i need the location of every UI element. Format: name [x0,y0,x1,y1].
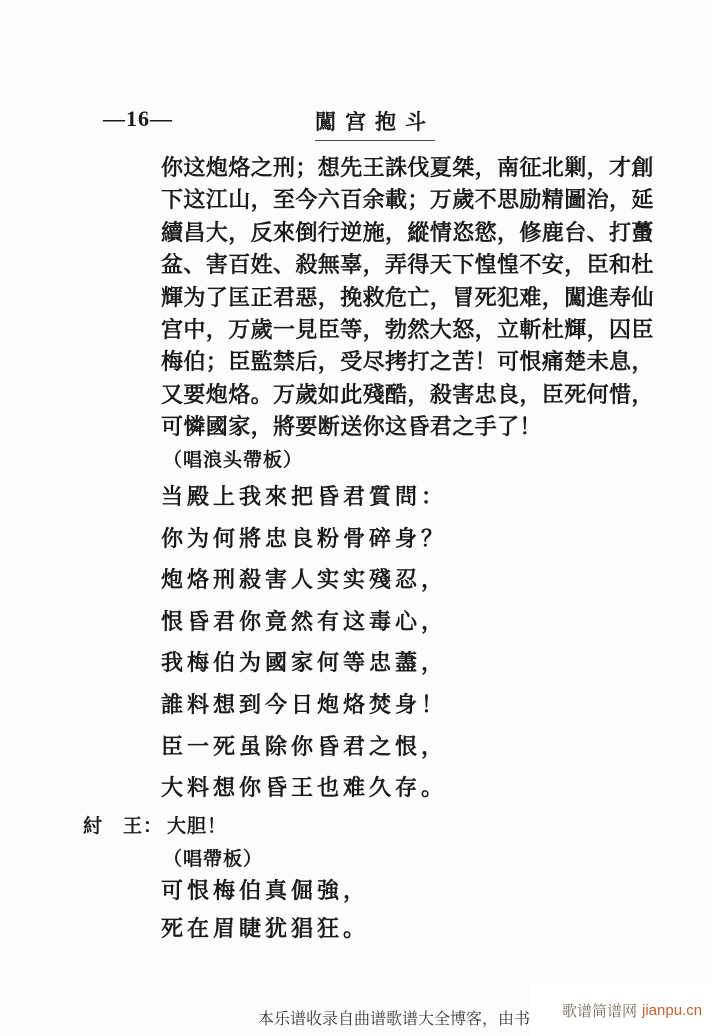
verse-line: 炮烙刑殺害人实实殘忍， [161,567,448,593]
verse-line: 我梅伯为國家何等忠藎， [161,650,448,676]
prose-line: 續昌大，反來倒行逆施，縱情恣慾，修鹿台、打蠆 [161,219,654,245]
prose-line: 梅伯；臣監禁后，受尽拷打之苦！可恨痛楚未息， [161,349,654,375]
verse-line: 死在眉睫犹猖狂。 [161,916,370,941]
prose-line: 輝为了匡正君惡，挽救危亡，冒死犯难，闖進寿仙 [161,284,654,310]
dialogue-prose [161,152,654,444]
prose-line: 你这炮烙之刑；想先王誅伐夏桀，南征北剿，才創 [161,155,654,180]
page-title: 闖宫抱斗 [315,106,435,141]
prose-line: 又要炮烙。万歲如此殘酷，殺害忠良，臣死何惜， [161,381,654,407]
verse-line: 臣一死虽除你昏君之恨， [161,733,448,759]
speaker-line-zhouwang [83,811,227,838]
page-number: —16— [103,106,173,131]
prose-line: 下这江山，至今六百余載；万歲不思励精圖治，延 [161,187,654,213]
verse-line: 誰料想到今日炮烙焚身！ [161,691,448,717]
site-name: 歌谱简谱网 [562,1002,638,1020]
watermark-text: 本乐谱收录自曲谱歌谱大全博客，由书 [258,1011,531,1028]
aria-verse-meibo [161,476,447,809]
verse-line: 当殿上我來把昏君質問： [161,484,448,509]
prose-line: 可憐國家，將要断送你这昏君之手了！ [161,414,542,440]
prose-line: 宫中，万歲一見臣等，勃然大怒，立斬杜輝，囚臣 [161,317,654,343]
site-url: jianpu.cn [642,1001,703,1019]
stage-direction-changlangtou: （唱浪头帶板） [163,450,304,471]
watermark-box [530,984,712,1036]
speaker-label: 紂 王： [83,816,164,837]
prose-line: 盆、害百姓、殺無辜，弄得天下惶惶不安，臣和杜 [161,252,654,278]
verse-line: 恨昏君你竟然有这毒心， [161,608,448,634]
verse-line: 你为何將忠良粉骨碎身？ [161,525,448,551]
verse-line: 可恨梅伯真倔強， [161,878,370,903]
speaker-speech: 大胆！ [167,816,228,837]
stage-direction-changdaiban: （唱帶板） [163,849,264,870]
aria-verse-zhouwang [161,872,369,948]
verse-line: 大料想你昏王也难久存。 [161,775,448,801]
